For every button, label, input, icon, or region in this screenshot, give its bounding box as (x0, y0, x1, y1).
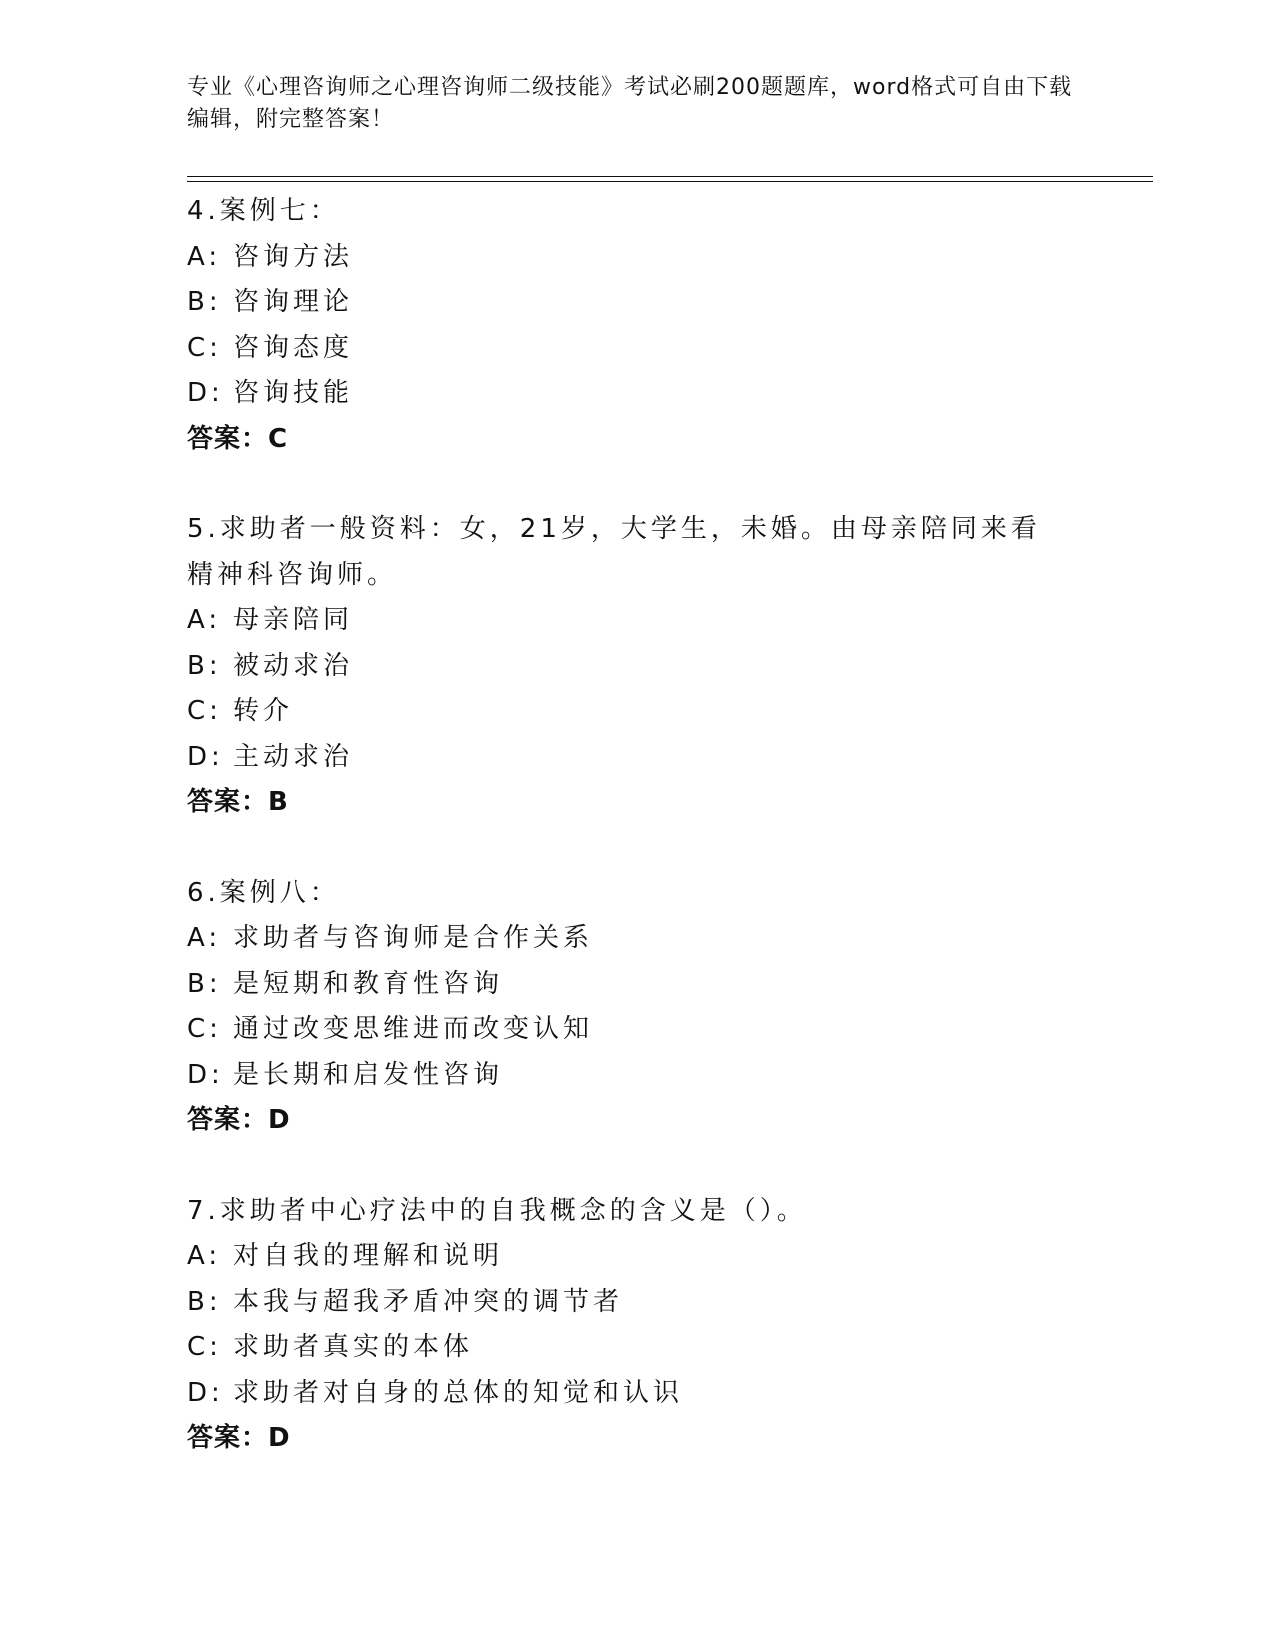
option-letter: D: (187, 741, 224, 772)
option-text: 被动求治 (233, 650, 354, 681)
question-stem: 7.求助者中心疗法中的自我概念的含义是（）。 (187, 1195, 807, 1226)
option-letter: C: (187, 1014, 222, 1044)
option-letter: D: (187, 1377, 224, 1408)
option-a (187, 1234, 1087, 1280)
option-letter: C: (187, 1332, 222, 1362)
option-b (187, 1280, 1087, 1326)
option-a (187, 916, 1087, 962)
question-stem: 6.案例八： (187, 877, 340, 908)
option-letter: C: (187, 696, 222, 726)
option-text: 咨询技能 (233, 378, 354, 408)
option-text: 咨询理论 (233, 287, 354, 317)
option-b (187, 962, 1087, 1008)
option-text: 是短期和教育性咨询 (233, 968, 504, 999)
question-6 (187, 871, 1087, 1144)
option-c (187, 1325, 1087, 1371)
option-letter: A: (187, 923, 222, 953)
option-d (187, 735, 1087, 781)
option-text: 求助者与咨询师是合作关系 (233, 923, 594, 953)
option-text: 求助者对自身的总体的知觉和认识 (233, 1377, 684, 1408)
option-letter: D: (187, 378, 224, 408)
option-text: 通过改变思维进而改变认知 (233, 1014, 594, 1044)
question-stem: 4.案例七： (187, 196, 340, 226)
question-4 (187, 189, 1087, 462)
option-d (187, 371, 1087, 417)
option-a (187, 235, 1087, 281)
option-d (187, 1053, 1087, 1099)
option-text: 求助者真实的本体 (233, 1332, 474, 1362)
option-d (187, 1371, 1087, 1417)
option-b (187, 644, 1087, 690)
answer-line: 答案：D (187, 1423, 291, 1453)
option-text: 本我与超我矛盾冲突的调节者 (233, 1286, 624, 1317)
option-text: 主动求治 (233, 741, 354, 772)
question-5 (187, 507, 1087, 826)
option-letter: B: (187, 650, 222, 681)
option-c (187, 1007, 1087, 1053)
option-letter: A: (187, 605, 222, 635)
option-text: 对自我的理解和说明 (233, 1241, 504, 1271)
option-text: 是长期和启发性咨询 (233, 1059, 504, 1090)
header-rule-top (187, 176, 1153, 177)
option-letter: C: (187, 332, 222, 363)
question-stem: 5.求助者一般资料：女，21岁，大学生，未婚。由母亲陪同来看精神科咨询师。 (187, 514, 1041, 590)
question-7 (187, 1189, 1087, 1462)
option-c (187, 689, 1087, 735)
option-text: 转介 (233, 696, 294, 726)
option-letter: B: (187, 287, 222, 317)
answer-line: 答案：D (187, 1105, 291, 1135)
option-letter: A: (187, 1241, 222, 1271)
header-rule-bottom (187, 181, 1153, 182)
option-text: 咨询态度 (233, 332, 354, 363)
option-letter: D: (187, 1059, 224, 1090)
option-a (187, 598, 1087, 644)
option-text: 母亲陪同 (233, 605, 354, 635)
document-header: 专业《心理咨询师之心理咨询师二级技能》考试必刷200题题库，word格式可自由下载编辑，附完整答案！ (187, 75, 1073, 132)
option-text: 咨询方法 (233, 241, 354, 272)
answer-line: 答案：C (187, 423, 289, 454)
option-b (187, 280, 1087, 326)
option-c (187, 326, 1087, 372)
option-letter: A: (187, 241, 222, 272)
option-letter: B: (187, 1286, 222, 1317)
question-list (187, 189, 1087, 1507)
answer-line: 答案：B (187, 787, 289, 817)
option-letter: B: (187, 968, 222, 999)
